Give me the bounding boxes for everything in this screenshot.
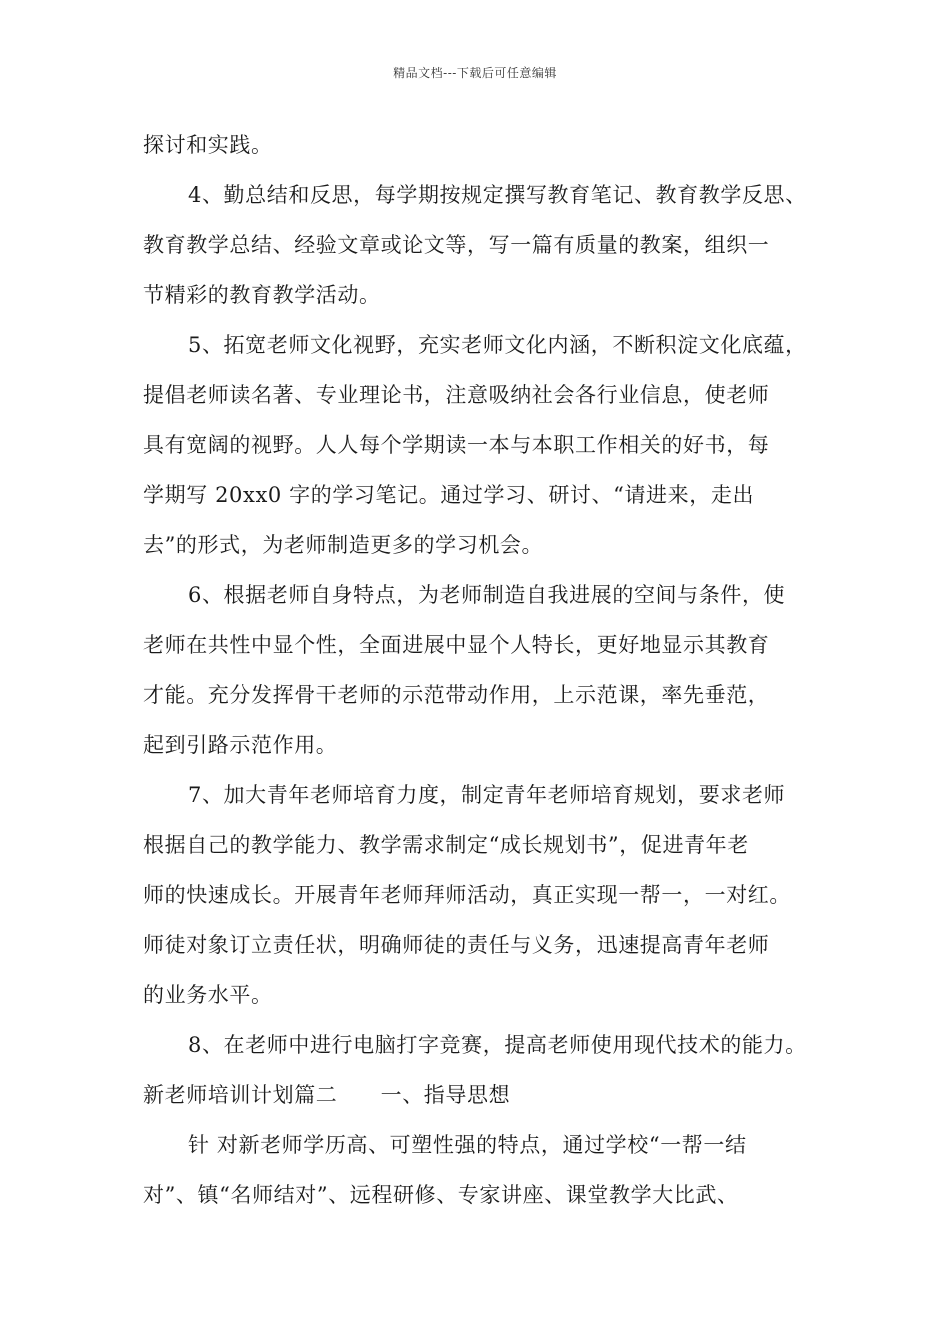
text-line: 起到引路示范作用。 [143, 733, 338, 757]
text-line: 提倡老师读名著、专业理论书，注意吸纳社会各行业信息，使老师 [143, 383, 770, 407]
text-line: 老师在共性中显个性，全面进展中显个人特长，更好地显示其教育 [143, 633, 770, 657]
text-line: 具有宽阔的视野。人人每个学期读一本与本职工作相关的好书，每 [143, 433, 770, 457]
text-line: 6、根据老师自身特点，为老师制造自我进展的空间与条件，使 [188, 583, 786, 607]
text-line: 才能。充分发挥骨干老师的示范带动作用，上示范课，率先垂范， [143, 683, 770, 707]
text-line: 对”、镇“名师结对”、远程研修、专家讲座、课堂教学大比武、 [143, 1183, 739, 1207]
text-line: 探讨和实践。 [143, 133, 273, 157]
text-line: 教育教学总结、经验文章或论文等，写一篇有质量的教案，组织一 [143, 233, 770, 257]
text-line: 学期写 20xx0 字的学习笔记。通过学习、研讨、“请进来，走出 [143, 483, 755, 507]
page-header: 精品文档---下载后可任意编辑 [393, 66, 557, 80]
text-line: 节精彩的教育教学活动。 [143, 283, 381, 307]
text-line: 8、在老师中进行电脑打字竞赛，提高老师使用现代技术的能力。 [188, 1033, 807, 1057]
text-line: 的业务水平。 [143, 983, 273, 1007]
section-heading-line: 新老师培训计划篇二 一、指导思想 [143, 1083, 511, 1107]
text-line: 针 对新老师学历高、可塑性强的特点，通过学校“一帮一结 [188, 1133, 747, 1157]
text-line: 去”的形式，为老师制造更多的学习机会。 [143, 533, 544, 557]
text-line: 4、勤总结和反思，每学期按规定撰写教育笔记、教育教学反思、 [188, 183, 807, 207]
text-line: 5、拓宽老师文化视野，充实老师文化内涵，不断积淀文化底蕴， [188, 333, 807, 357]
text-line: 师的快速成长。开展青年老师拜师活动，真正实现一帮一，一对红。 [143, 883, 791, 907]
text-line: 根据自己的教学能力、教学需求制定“成长规划书”，促进青年老 [143, 833, 749, 857]
text-line: 师徒对象订立责任状，明确师徒的责任与义务，迅速提高青年老师 [143, 933, 770, 957]
text-line: 7、加大青年老师培育力度，制定青年老师培育规划，要求老师 [188, 783, 786, 807]
